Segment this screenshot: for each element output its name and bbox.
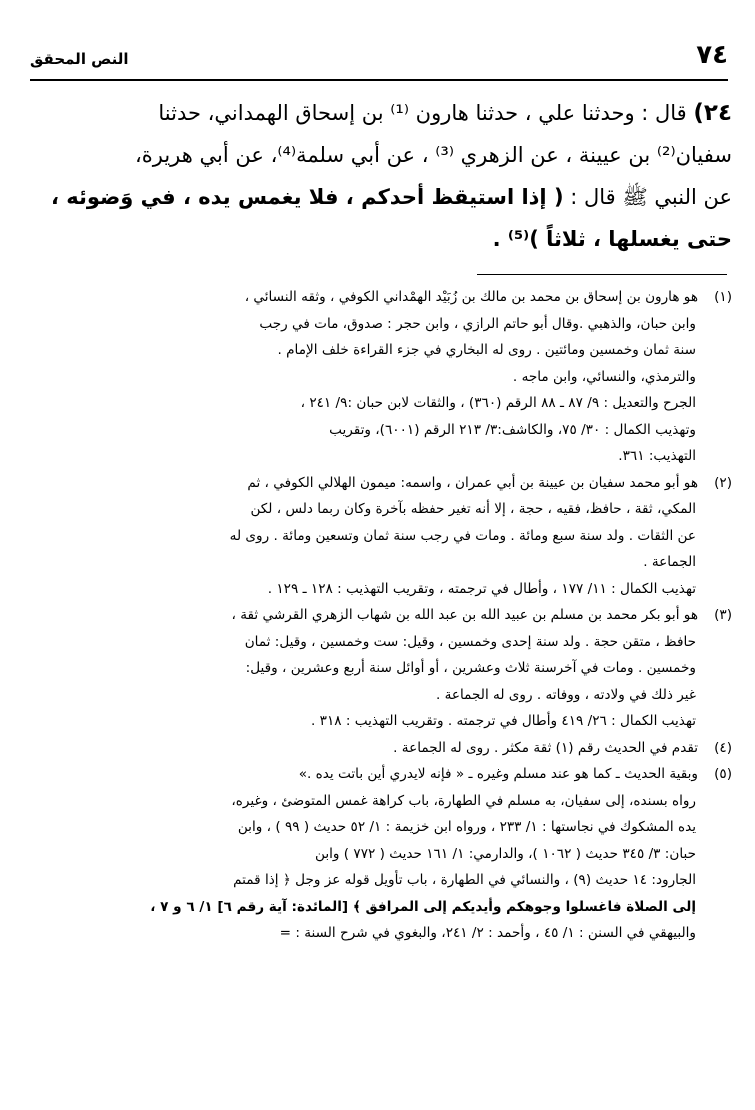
footnote-marker: (٥) [714,766,732,782]
hadith-line: حتى يغسلها ، ثلاثاً )⁽⁵⁾ . [492,227,732,251]
footnote-text: وخمسين . ومات في آخرسنة ثلاث وعشرين ، أو أوائل سنة أربع وعشرين ، وقيل: [245,660,696,676]
hadith-line-text: عن النبي ﷺ قال : [570,185,732,209]
hadith-line [28,92,732,134]
footnote-text: حبان: ٣/ ٣٤٥ حديث ( ١٠٦٢ )، والدارمي: ١/ ١٦١ حديث ( ٧٧٢ ) وابن [314,845,696,862]
footnote-3 [28,602,732,735]
footnote-5 [28,761,732,947]
hadith-line-text: قال : وحدثنا علي ، حدثنا هارون ⁽¹⁾ بن إسحاق الهمداني، حدثنا [158,101,687,125]
footnote-text: تقدم في الحديث رقم (١) ثقة مكثر . روى له الجماعة . [393,739,698,756]
prophetic-saying: ( إذا استيقظ أحدكم ، فلا يغمس يده ، في وَضوئه ، [50,185,564,209]
footnote-2 [28,470,732,603]
footnote-marker: (٣) [714,607,732,623]
footnote-text: تهذيب الكمال : ٢٦/ ٤١٩ وأطال في ترجمته . وتقريب التهذيب : ٣١٨ . [311,713,696,729]
footnote-text: والبيهقي في السنن : ١/ ٤٥ ، وأحمد : ٢/ ٢٤١، والبغوي في شرح السنة : = [279,925,696,941]
header-divider [30,79,728,81]
footnote-text: حافظ ، متقن حجة . ولد سنة إحدى وخمسين ، وقيل: ست وخمسين ، وقيل: ثمان [244,633,696,650]
footnote-text: وبقية الحديث ـ كما هو عند مسلم وغيره ـ « فإنه لايدري أين باتت يده .» [298,766,698,782]
footnote-text: هو أبو بكر محمد بن مسلم بن عبيد الله بن عبد الله بن شهاب الزهري القرشي ثقة ، [231,607,698,623]
footnote-text: سنة ثمان وخمسين ومائتين . روى له البخاري في جزء القراءة خلف الإمام . [277,342,696,358]
footnote-text: المكي، ثقة ، حافظ، فقيه ، حجة ، إلا أنه تغير حفظه بآخرة وكان ربما دلس ، لكن [250,501,696,517]
footnote-text: هو أبو محمد سفيان بن عيينة بن أبي عمران ، واسمه: ميمون الهلالي الكوفي ، ثم [247,474,698,491]
page-header [30,40,728,76]
page-number: ٧٤ [696,40,728,70]
footnote-text: التهذيب: ٣٦١. [618,448,696,464]
footnote-text: إلى الصلاة فاغسلوا وجوهكم وأيديكم إلى المرافق ﴾ [المائدة: آية رقم ٦] ١/ ٦ و ٧ ، [150,898,696,915]
footnote-text: وابن حبان، والذهبي .وقال أبو حاتم الرازي ، وابن حجر : صدوق، مات في رجب [259,315,696,332]
footnote-text: وتهذيب الكمال : ٣٠/ ٧٥، والكاشف:٣/ ٢١٣ الرقم (٦٠٠١)، وتقريب [329,421,696,438]
footnote-text: يده المشكوك في نجاستها : ١/ ٢٣٣ ، ورواه ابن خزيمة : ١/ ٥٢ حديث ( ٩٩ ) ، وابن [237,819,696,835]
footnote-divider [477,274,727,275]
footnote-text: الجرح والتعديل : ٩/ ٨٧ ـ ٨٨ الرقم (٣٦٠) ، والثقات لابن حبان :٩/ ٢٤١ ، [300,395,696,411]
hadith-number: ٢٤) [693,100,732,126]
footnote-4 [28,735,732,762]
hadith-line: سفيان⁽²⁾ بن عيينة ، عن الزهري ⁽³⁾ ، عن أبي سلمة⁽⁴⁾، عن أبي هريرة، [134,143,732,167]
hadith-line [28,176,732,218]
footnote-1 [28,284,732,470]
footnote-text: والترمذي، والنسائي، وابن ماجه . [512,368,696,385]
footnote-text: الجماعة . [643,554,696,570]
footnote-text: عن الثقات . ولد سنة سبع ومائة . ومات في رجب سنة ثمان وتسعين ومائة . روى له [229,527,696,544]
hadith-text [28,92,732,260]
footnote-text: تهذيب الكمال : ١١/ ١٧٧ ، وأطال في ترجمته ، وتقريب التهذيب : ١٢٨ ـ ١٢٩ . [267,580,696,597]
footnotes [28,284,732,947]
footnote-marker: (١) [714,289,732,305]
running-title: النص المحقق [30,50,129,68]
footnote-text: غير ذلك في ولادته ، ووفاته . روى له الجماعة . [435,686,696,703]
footnote-text: رواه بسنده، إلى سفيان، به مسلم في الطهارة، باب كراهة غمس المتوضئ ، وغيره، [231,792,696,809]
footnote-marker: (٤) [714,739,732,756]
footnote-marker: (٢) [714,474,732,491]
footnote-text: هو هارون بن إسحاق بن محمد بن مالك بن زُبَيْد الهمْداني الكوفي ، وثقه النسائي ، [244,289,698,305]
footnote-text: الجارود: ١٤ حديث (٩) ، والنسائي في الطهارة ، باب تأويل قوله عز وجل ﴿ إذا قمتم [233,872,696,888]
